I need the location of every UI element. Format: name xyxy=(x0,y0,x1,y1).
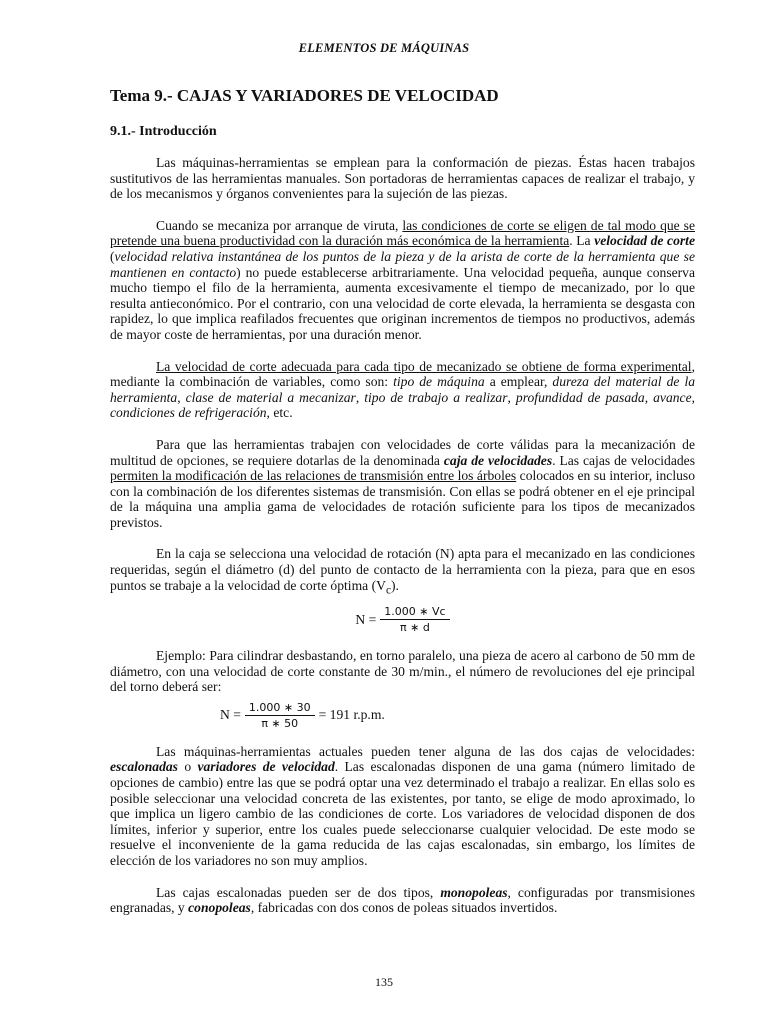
running-header: ELEMENTOS DE MÁQUINAS xyxy=(298,41,470,55)
term-gearbox: caja de velocidades xyxy=(443,452,553,468)
subscript: c xyxy=(385,584,391,597)
text-run: ( xyxy=(110,248,115,264)
fraction-numerator: 1.000 ∗ Vc xyxy=(380,605,449,620)
paragraph-pulleys xyxy=(110,885,695,916)
term-variators: variadores de velocidad xyxy=(197,759,335,775)
text-run: , mediante la combinación de variables, como son: xyxy=(110,358,695,390)
italic-term: dureza del material de la herramienta xyxy=(110,374,696,405)
paragraph-cutting-speed xyxy=(110,218,695,343)
text-run: . Las escalonadas disponen de una gama (número limitado de opciones de cambio) entre las que se podrá optar una vez determinado el trabajo a realizar. En ellas solo es posible seleccionar una velocidad concreta de las existentes, por tanto, se elige de modo aproximado, lo que implica un ligero cambio de las condiciones de corte. Los variadores de velocidad disponen de dos límites, inferior y superior, entre los cuales puede seleccionarse cualquier velocidad. De este modo se resuelve el inconveniente de la gama reducida de las cajas escalonadas, sin embargo, los límites de elección de los variadores no son muy amplios. xyxy=(110,759,696,868)
underlined-text: permiten la modificación de las relaciones de transmisión entre los árboles xyxy=(110,468,517,484)
text-run: a emplear, xyxy=(484,374,553,390)
chapter-title: Tema 9.- CAJAS Y VARIADORES DE VELOCIDAD xyxy=(110,86,499,105)
page-number: 135 xyxy=(375,975,393,989)
text-run: o xyxy=(177,759,198,775)
formula-lhs: N = xyxy=(355,611,377,627)
text-run: Para que las herramientas trabajen con velocidades de corte válidas para la mecanización de multitud de opciones, se requiere dotarlas de la denominada xyxy=(110,436,695,468)
formula-result: = 191 r.p.m. xyxy=(318,707,385,723)
italic-term: profundidad de pasada xyxy=(515,389,645,405)
paragraph-types xyxy=(110,744,695,869)
paragraph-experimental xyxy=(110,359,695,421)
italic-term: tipo de trabajo a realizar xyxy=(364,389,508,405)
text-run: ). xyxy=(390,577,399,593)
fraction xyxy=(380,605,449,634)
text-run: Las cajas escalonadas pueden ser de dos tipos, xyxy=(156,884,441,900)
text-run: , xyxy=(691,389,696,405)
section-heading: 9.1.- Introducción xyxy=(110,124,217,139)
text-run: Las máquinas-herramientas actuales pueden tener alguna de las dos cajas de velocidades: xyxy=(156,743,695,759)
italic-term: avance xyxy=(653,389,692,405)
term-cutting-speed: velocidad de corte xyxy=(594,233,695,249)
paragraph-example: Ejemplo: Para cilindrar desbastando, en torno paralelo, una pieza de acero al carbono de 50 mm de diámetro, con una velocidad de corte constante de 30 m/min., el número de revoluciones del eje principal del torno deberá ser: xyxy=(110,647,695,695)
italic-term: tipo de máquina xyxy=(393,374,485,390)
formula-lhs: N = xyxy=(220,707,241,723)
text-run: colocados en su interior, incluso con la combinación de los diferentes sistemas de transmisión. Con ellas se podrá obtener en el eje principal de la máquina una amplia gama de velocidades de rotación suficiente para los tipos de mecanizados previstos. xyxy=(110,468,695,530)
text-run: . Las cajas de velocidades xyxy=(552,452,695,468)
underlined-text: las condiciones de corte se eligen de tal modo que se pretende una buena productividad con la duración más económica de la herramienta xyxy=(110,217,695,249)
italic-term: condiciones de refrigeración xyxy=(110,405,267,421)
text-run: . La xyxy=(569,233,595,249)
text-run: ) no puede establecerse arbitrariamente. Una velocidad pequeña, aunque conserva mucho tiempo el filo de la herramienta, aumenta excesivamente el tiempo de mecanizado, por lo que resulta antieconómico. Por el contrario, con una velocidad de corte elevada, la herramienta se desgasta con rapidez, lo que implica reafilados frecuentes que originan incrementos de tiempos no productivos, además de mayor coste de herramientas, por una duración menor. xyxy=(110,264,696,342)
term-monopoleas: monopoleas xyxy=(440,884,508,900)
body-text xyxy=(110,155,695,932)
paragraph-gearbox xyxy=(110,437,695,531)
formula-example xyxy=(220,701,695,730)
fraction-denominator: π ∗ d xyxy=(400,620,430,634)
formula-rpm xyxy=(110,605,695,634)
text-run: , configuradas por transmisiones engranadas, y xyxy=(110,884,695,916)
fraction-denominator: π ∗ 50 xyxy=(261,716,299,730)
italic-term: clase de material a mecanizar xyxy=(185,389,356,405)
term-stepped: escalonadas xyxy=(110,759,178,775)
paragraph-rotation-speed xyxy=(110,546,695,599)
paragraph-intro: Las máquinas-herramientas se emplean para la conformación de piezas. Éstas hacen trabajos sustitutivos de las herramientas manuales. Son portadoras de herramientas capaces de realizar el trabajo, y de los mecanismos y órganos convenientes para la sujeción de las piezas. xyxy=(110,155,695,202)
text-run: , etc. xyxy=(266,405,293,421)
text-run: , xyxy=(177,389,186,405)
fraction-numerator: 1.000 ∗ 30 xyxy=(245,701,315,716)
text-run: , xyxy=(507,389,516,405)
text-run: , xyxy=(644,389,654,405)
underlined-text: La velocidad de corte adecuada para cada tipo de mecanizado se obtiene de forma experimental xyxy=(156,358,692,374)
text-run: , fabricadas con dos conos de poleas situados invertidos. xyxy=(250,900,558,916)
text-run: Cuando se mecaniza por arranque de viruta, xyxy=(156,217,403,233)
fraction xyxy=(245,701,315,730)
text-run: En la caja se selecciona una velocidad de rotación (N) apta para el mecanizado en las condiciones requeridas, según el diámetro (d) del punto de contacto de la herramienta con la pieza, para que en esos puntos se trabaje a la velocidad de corte óptima (V xyxy=(110,546,695,593)
italic-definition: velocidad relativa instantánea de los puntos de la pieza y de la arista de corte de la herramienta que se mantienen en contacto xyxy=(110,248,695,280)
text-run: , xyxy=(355,389,365,405)
term-conopoleas: conopoleas xyxy=(188,900,251,916)
